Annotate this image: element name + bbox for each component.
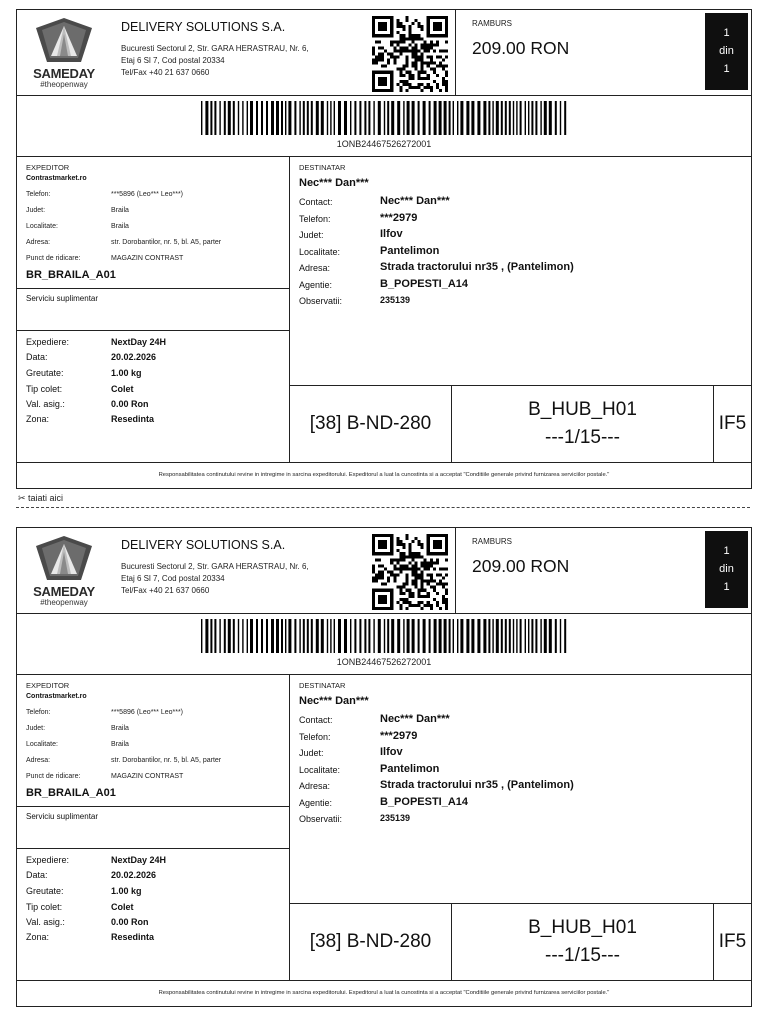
destinatar-value: Pantelimon (380, 763, 440, 775)
expeditor-code: BR_BRAILA_A01 (26, 269, 116, 281)
expeditor-key: Localitate: (26, 741, 58, 748)
barcode-number: 1ONB24467526272001 (336, 657, 432, 667)
destinatar-key: Contact: (299, 715, 333, 725)
expediere-value: NextDay 24H (111, 337, 167, 347)
expeditor-value: Braila (111, 207, 129, 214)
expediere-key: Tip colet: (26, 902, 63, 912)
package-separator: din (719, 563, 734, 575)
ramburs-label: RAMBURS (472, 19, 513, 28)
hub-name: B_HUB_H01 (528, 399, 637, 420)
cut-line (16, 507, 750, 508)
destinatar-value: Ilfov (380, 228, 403, 240)
expediere-value: Resedinta (111, 414, 155, 424)
ramburs-value: 209.00 RON (472, 38, 570, 58)
expeditor-name: Contrastmarket.ro (26, 175, 87, 182)
expeditor-value: Braila (111, 725, 129, 732)
destinatar-value: ***2979 (380, 730, 418, 742)
sameday-logo-icon (29, 534, 99, 584)
destinatar-value: ***2979 (380, 212, 418, 224)
company-address-line1: Bucuresti Sectorul 2, Str. GARA HERASTRAU, Nr. 6, (121, 44, 309, 53)
destinatar-key: Observatii: (299, 296, 343, 306)
expeditor-code: BR_BRAILA_A01 (26, 787, 116, 799)
expediere-value: 0.00 Ron (111, 917, 149, 927)
package-total: 1 (723, 581, 730, 593)
qr-code-icon (372, 534, 448, 610)
destinatar-name: Nec*** Dan*** (299, 695, 369, 707)
destinatar-value: Pantelimon (380, 245, 440, 257)
expediere-key: Zona: (26, 414, 50, 424)
destinatar-key: Agentie: (299, 280, 333, 290)
shipping-label-bottom (16, 527, 752, 1007)
destinatar-value: B_POPESTI_A14 (380, 278, 469, 290)
sameday-logo (29, 16, 99, 96)
destinatar-key: Contact: (299, 197, 333, 207)
sameday-logo (29, 534, 99, 614)
expediere-value: 0.00 Ron (111, 399, 149, 409)
qr-code-icon (372, 16, 448, 92)
expediere-value: Colet (111, 384, 134, 394)
destinatar-value: B_POPESTI_A14 (380, 796, 469, 808)
expediere-value: 1.00 kg (111, 886, 142, 896)
destinatar-key: Localitate: (299, 765, 341, 775)
serviciu-label: Serviciu suplimentar (26, 294, 99, 303)
company-address-line2: Etaj 6 Sl 7, Cod postal 20334 (121, 56, 225, 65)
expediere-value: Colet (111, 902, 134, 912)
expeditor-name: Contrastmarket.ro (26, 693, 87, 700)
expeditor-value: str. Dorobantilor, nr. 5, bl. A5, parter (111, 239, 222, 246)
barcode-icon (201, 619, 569, 653)
expeditor-value: Braila (111, 741, 129, 748)
expeditor-value: str. Dorobantilor, nr. 5, bl. A5, parter (111, 757, 222, 764)
expediere-key: Val. asig.: (26, 917, 65, 927)
package-total: 1 (723, 63, 730, 75)
expediere-key: Greutate: (26, 368, 64, 378)
expeditor-key: Telefon: (26, 709, 51, 716)
expeditor-value: MAGAZIN CONTRAST (111, 255, 184, 262)
company-phone: Tel/Fax +40 21 637 0660 (121, 586, 210, 595)
destinatar-name: Nec*** Dan*** (299, 177, 369, 189)
expediere-key: Expediere: (26, 855, 70, 865)
destinatar-key: Judet: (299, 230, 324, 240)
expediere-key: Val. asig.: (26, 399, 65, 409)
expediere-key: Greutate: (26, 886, 64, 896)
barcode-number: 1ONB24467526272001 (336, 139, 432, 149)
destinatar-key: Localitate: (299, 247, 341, 257)
expediere-key: Data: (26, 870, 48, 880)
expeditor-value: ***5896 (Leo*** Leo***) (111, 191, 183, 198)
hub-name: B_HUB_H01 (528, 917, 637, 938)
expediere-value: 1.00 kg (111, 368, 142, 378)
destinatar-value: Strada tractorului nr35 , (Pantelimon) (380, 779, 574, 791)
destinatar-value: Ilfov (380, 746, 403, 758)
expediere-value: 20.02.2026 (111, 352, 157, 362)
package-separator: din (719, 45, 734, 57)
destinatar-key: Judet: (299, 748, 324, 758)
expeditor-value: MAGAZIN CONTRAST (111, 773, 184, 780)
company-address-line2: Etaj 6 Sl 7, Cod postal 20334 (121, 574, 225, 583)
destinatar-key: Telefon: (299, 214, 331, 224)
expeditor-key: Telefon: (26, 191, 51, 198)
company-name: DELIVERY SOLUTIONS S.A. (121, 538, 286, 552)
destinatar-key: Telefon: (299, 732, 331, 742)
sameday-logo-icon (29, 16, 99, 66)
expediere-value: 20.02.2026 (111, 870, 157, 880)
expeditor-key: Localitate: (26, 223, 58, 230)
expeditor-value: Braila (111, 223, 129, 230)
expediere-value: NextDay 24H (111, 855, 167, 865)
expediere-key: Expediere: (26, 337, 70, 347)
destinatar-key: Observatii: (299, 814, 343, 824)
brand-tagline: #theopenway (40, 598, 88, 607)
company-info (121, 538, 371, 597)
shipping-label-top (16, 9, 752, 489)
expeditor-key: Judet: (26, 207, 46, 214)
destinatar-value: 235139 (380, 295, 411, 305)
ramburs-label: RAMBURS (472, 537, 513, 546)
expeditor-title: EXPEDITOR (26, 681, 70, 690)
expeditor-key: Adresa: (26, 757, 51, 764)
brand-name: SAMEDAY (33, 66, 95, 81)
expeditor-key: Punct de ridicare: (26, 773, 81, 780)
destinatar-value: Nec*** Dan*** (380, 713, 450, 725)
expeditor-key: Judet: (26, 725, 46, 732)
package-count-badge (705, 13, 748, 90)
package-count-badge (705, 531, 748, 608)
service-code: IF5 (718, 413, 747, 434)
expediere-key: Data: (26, 352, 48, 362)
destinatar-key: Adresa: (299, 781, 331, 791)
package-number: 1 (723, 27, 730, 39)
expeditor-key: Adresa: (26, 239, 51, 246)
destinatar-value: 235139 (380, 813, 411, 823)
destinatar-key: Agentie: (299, 798, 333, 808)
brand-tagline: #theopenway (40, 80, 88, 89)
destinatar-key: Adresa: (299, 263, 331, 273)
expediere-key: Zona: (26, 932, 50, 942)
destinatar-title: DESTINATAR (299, 681, 346, 690)
expeditor-title: EXPEDITOR (26, 163, 70, 172)
ramburs-value: 209.00 RON (472, 556, 570, 576)
serviciu-label: Serviciu suplimentar (26, 812, 99, 821)
liability-footer: Responsabilitatea continutului revine in intregime in sarcina expeditorului. Expeditorul a luat la cunostinta si a acceptat "Conditiile generale privind furnizarea serviciilor postale." (158, 472, 610, 478)
destinatar-title: DESTINATAR (299, 163, 346, 172)
hub-sequence: ---1/15--- (545, 945, 620, 966)
route-code: [38] B-ND-280 (309, 413, 432, 434)
liability-footer: Responsabilitatea continutului revine in intregime in sarcina expeditorului. Expeditorul a luat la cunostinta si a acceptat "Conditiile generale privind furnizarea serviciilor postale." (158, 990, 610, 996)
service-code: IF5 (718, 931, 747, 952)
destinatar-value: Nec*** Dan*** (380, 195, 450, 207)
company-address-line1: Bucuresti Sectorul 2, Str. GARA HERASTRAU, Nr. 6, (121, 562, 309, 571)
expediere-value: Resedinta (111, 932, 155, 942)
company-phone: Tel/Fax +40 21 637 0660 (121, 68, 210, 77)
route-code: [38] B-ND-280 (309, 931, 432, 952)
barcode-icon (201, 101, 569, 135)
brand-name: SAMEDAY (33, 584, 95, 599)
hub-sequence: ---1/15--- (545, 427, 620, 448)
expeditor-key: Punct de ridicare: (26, 255, 81, 262)
destinatar-value: Strada tractorului nr35 , (Pantelimon) (380, 261, 574, 273)
package-number: 1 (723, 545, 730, 557)
cut-here-label: ✂ taiati aici (18, 493, 64, 503)
expeditor-value: ***5896 (Leo*** Leo***) (111, 709, 183, 716)
company-name: DELIVERY SOLUTIONS S.A. (121, 20, 286, 34)
company-info (121, 20, 371, 79)
expediere-key: Tip colet: (26, 384, 63, 394)
